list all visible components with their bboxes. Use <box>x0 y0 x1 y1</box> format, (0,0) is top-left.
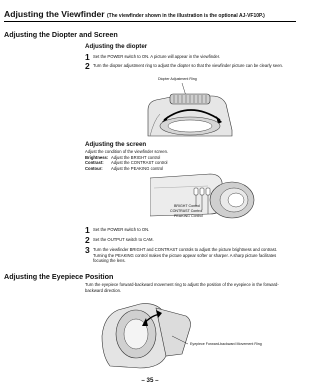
step-text: Turn the viewfinder BRIGHT and CONTRAST controls to adjust the picture brightness and contrast. Turning the PEAKING control makes the picture appear softer or sharper. A sharp picture facilitates focusing the lens. <box>93 247 278 264</box>
section-heading-eyepiece: Adjusting the Eyepiece Position <box>4 272 114 281</box>
subheading-screen: Adjusting the screen <box>85 141 147 148</box>
control-value: Adjust the CONTRAST control <box>111 160 168 166</box>
screen-controls-list <box>85 155 167 171</box>
section-heading-diopter-screen: Adjusting the Diopter and Screen <box>4 30 118 39</box>
viewfinder-controls-figure <box>150 170 260 220</box>
screen-intro: Adjust the condition of the viewfinder screen. <box>85 149 169 154</box>
control-key: Brightness: <box>85 155 109 160</box>
control-key: Contour: <box>85 165 103 171</box>
diopter-figure <box>140 80 250 138</box>
screen-step-1 <box>85 226 290 234</box>
step-text: Set the POWER switch to ON. <box>93 227 150 232</box>
step-text: Set the POWER switch to ON. A picture will appear in the viewfinder. <box>93 54 221 59</box>
control-value: Adjust the PEAKING control <box>111 165 164 171</box>
page-title <box>4 9 265 19</box>
eyepiece-figure <box>100 296 230 370</box>
step-number: 3 <box>85 245 90 255</box>
step-number: 2 <box>85 61 90 71</box>
title-subtitle: (The viewfinder shown in the illustration is the optional AJ-VF10P.) <box>106 13 265 19</box>
header-rule <box>4 21 296 22</box>
screen-step-3 <box>85 246 290 264</box>
figure-label-diopter-ring: Diopter Adjustment Ring <box>158 77 197 81</box>
title-text: Adjusting the Viewfinder <box>4 9 105 19</box>
page-number: – 35 – <box>141 377 159 384</box>
control-key: Contrast: <box>85 160 104 166</box>
diopter-step-2 <box>85 62 290 70</box>
step-number: 1 <box>85 225 90 235</box>
label-contrast-control: CONTRAST Control <box>170 209 203 213</box>
step-number: 2 <box>85 235 90 245</box>
diopter-step-1 <box>85 53 290 61</box>
screen-step-2 <box>85 236 290 244</box>
step-text: Set the OUTPUT switch to CAM. <box>93 237 154 242</box>
step-text: Turn the diopter adjustment ring to adjust the diopter so that the viewfinder picture can be clearly seen. <box>93 63 284 68</box>
figure-label-eyepiece-ring: Eyepiece Forward-backward Movement Ring <box>190 342 262 346</box>
control-value: Adjust the BRIGHT control <box>111 155 161 160</box>
label-peaking-control: PEAKING Control <box>174 214 203 218</box>
step-number: 1 <box>85 52 90 62</box>
label-bright-control: BRIGHT Control <box>174 204 201 208</box>
subheading-diopter: Adjusting the diopter <box>85 43 148 50</box>
eyepiece-text: Turn the eyepiece forward-backward movement ring to adjust the position of the eyepiece in the forward-backward direction. <box>85 282 279 293</box>
